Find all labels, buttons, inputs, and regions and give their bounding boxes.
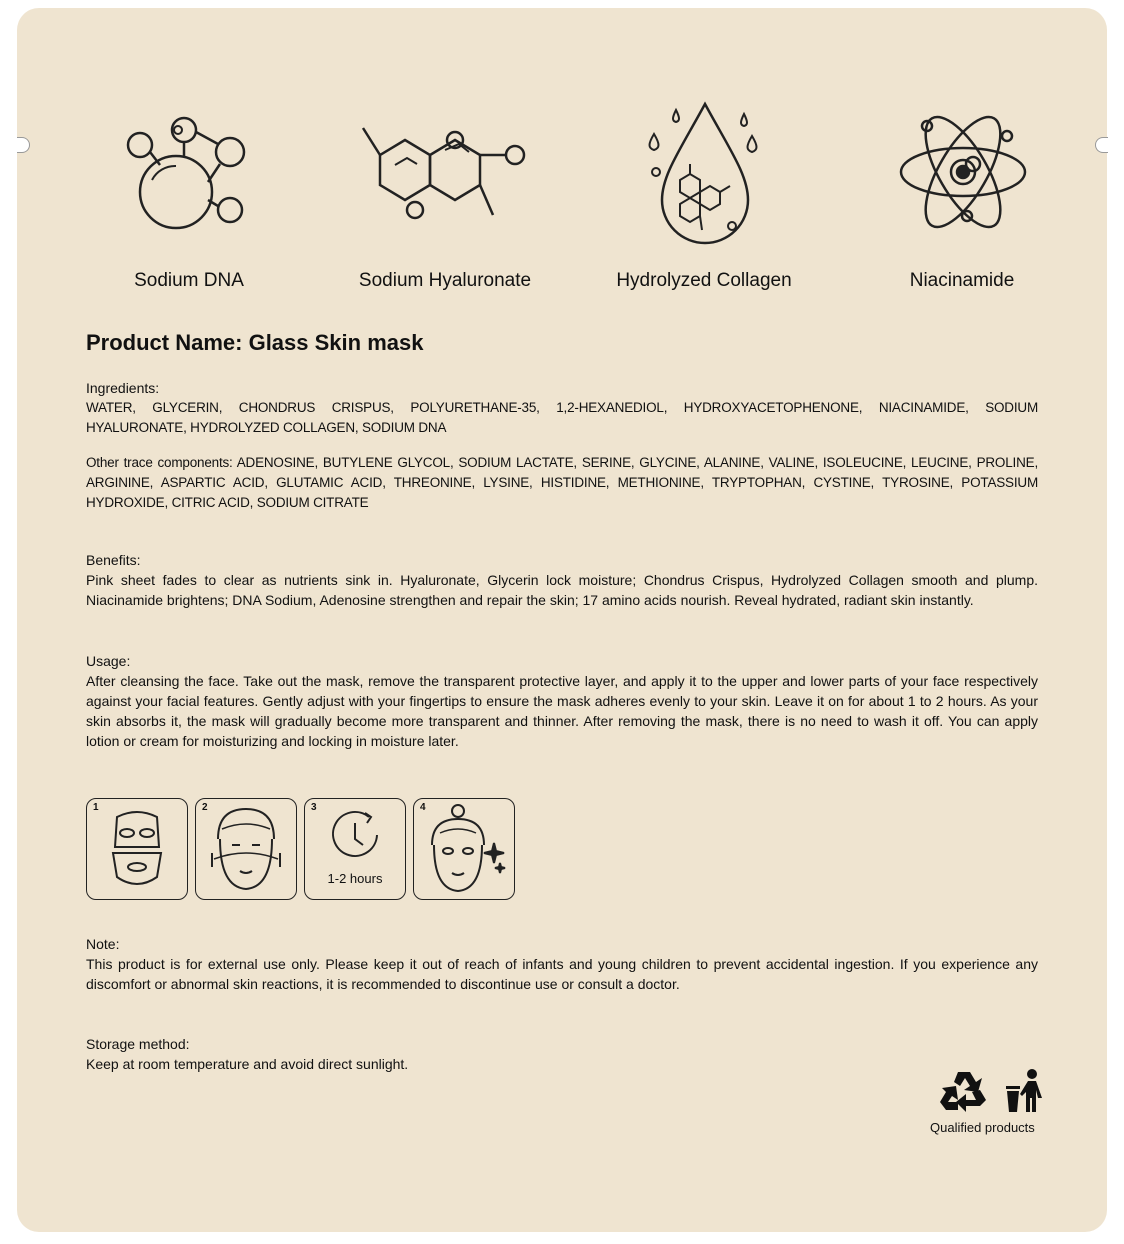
benefits-section — [86, 550, 1038, 610]
recycle-icon — [938, 1068, 990, 1114]
step-number: 3 — [311, 802, 317, 813]
product-name: Product Name: Glass Skin mask — [86, 330, 424, 355]
molecule-bubbles-icon — [118, 110, 263, 240]
usage-step-3 — [304, 798, 406, 900]
atom-icon — [893, 112, 1033, 232]
note-heading: Note: — [86, 936, 120, 952]
note-text: This product is for external use only. Please keep it out of reach of infants and young children to prevent accidental ingestion. If you experience any discomfort or abnormal skin reactions, it is recommended to discontinue use or consult a doctor. — [86, 956, 1038, 992]
storage-text: Keep at room temperature and avoid direct sunlight. — [86, 1056, 409, 1072]
trace-components-text: Other trace components: ADENOSINE, BUTYLENE GLYCOL, SODIUM LACTATE, SERINE, GLYCINE, ALANINE, VALINE, ISOLEUCINE, LEUCINE, PROLINE, ARGININE, ASPARTIC ACID, GLUTAMIC ACID, THREONINE, LYSINE, HISTIDINE, METHIONINE, TRYPTOPHAN, CYSTINE, TYROSINE, POTASSIUM HYDROXIDE, CITRIC ACID, SODIUM CITRATE — [86, 455, 1038, 510]
usage-section — [86, 651, 1038, 751]
trace-components-section — [86, 453, 1038, 513]
note-section — [86, 934, 1038, 994]
step-number: 1 — [93, 802, 99, 813]
usage-text: After cleansing the face. Take out the mask, remove the transparent protective layer, and apply it to the upper and lower parts of your face respectively against your facial features. Gently adjust with your fingertips to ensure the mask adheres evenly to your skin. Leave it on for about 1 to 2 hours. As your skin absorbs it, the mask will gradually become more transparent and thinner. After removing the mask, there is no need to wash it off. You can apply lotion or cream for moisturizing and locking in moisture later. — [86, 673, 1038, 749]
benefits-text: Pink sheet fades to clear as nutrients sink in. Hyaluronate, Glycerin lock moisture; Chondrus Crispus, Hydrolyzed Collagen smooth and plump. Niacinamide brightens; DNA Sodium, Adenosine strengthen and repair the skin; 17 amino acids nourish. Reveal hydrated, radiant skin instantly. — [86, 572, 1038, 608]
ingredients-heading: Ingredients: — [86, 380, 160, 396]
usage-step-2 — [195, 798, 297, 900]
ingredients-text: WATER, GLYCERIN, CHONDRUS CRISPUS, POLYURETHANE-35, 1,2-HEXANEDIOL, HYDROXYACETOPHENONE, NIACINAMIDE, SODIUM HYALURONATE, HYDROLYZED COLLAGEN, SODIUM DNA — [86, 400, 1038, 435]
step-number: 4 — [420, 802, 426, 813]
benefits-heading: Benefits: — [86, 552, 141, 568]
face-with-mask-icon — [196, 799, 296, 899]
storage-section — [86, 1034, 1038, 1074]
tear-notch-right — [1095, 137, 1108, 153]
droplet-hexagon-icon — [640, 100, 770, 250]
step-duration-label: 1-2 hours — [327, 871, 383, 886]
mask-sheet-icon — [87, 799, 187, 899]
radiant-face-icon — [414, 799, 514, 899]
step-number: 2 — [202, 802, 208, 813]
ingredient-label-sodium-hyaluronate: Sodium Hyaluronate — [358, 270, 532, 291]
dispose-trash-icon — [1002, 1068, 1046, 1114]
usage-step-4 — [413, 798, 515, 900]
ingredient-label-niacinamide: Niacinamide — [909, 270, 1015, 291]
ingredients-section — [86, 378, 1038, 438]
hexagon-molecule-icon — [355, 120, 535, 230]
ingredient-label-sodium-dna: Sodium DNA — [134, 270, 244, 291]
ingredient-label-hydrolyzed-collagen: Hydrolyzed Collagen — [616, 270, 792, 291]
usage-heading: Usage: — [86, 653, 131, 669]
storage-heading: Storage method: — [86, 1036, 190, 1052]
qualified-products-label: Qualified products — [930, 1120, 1035, 1135]
usage-step-1 — [86, 798, 188, 900]
